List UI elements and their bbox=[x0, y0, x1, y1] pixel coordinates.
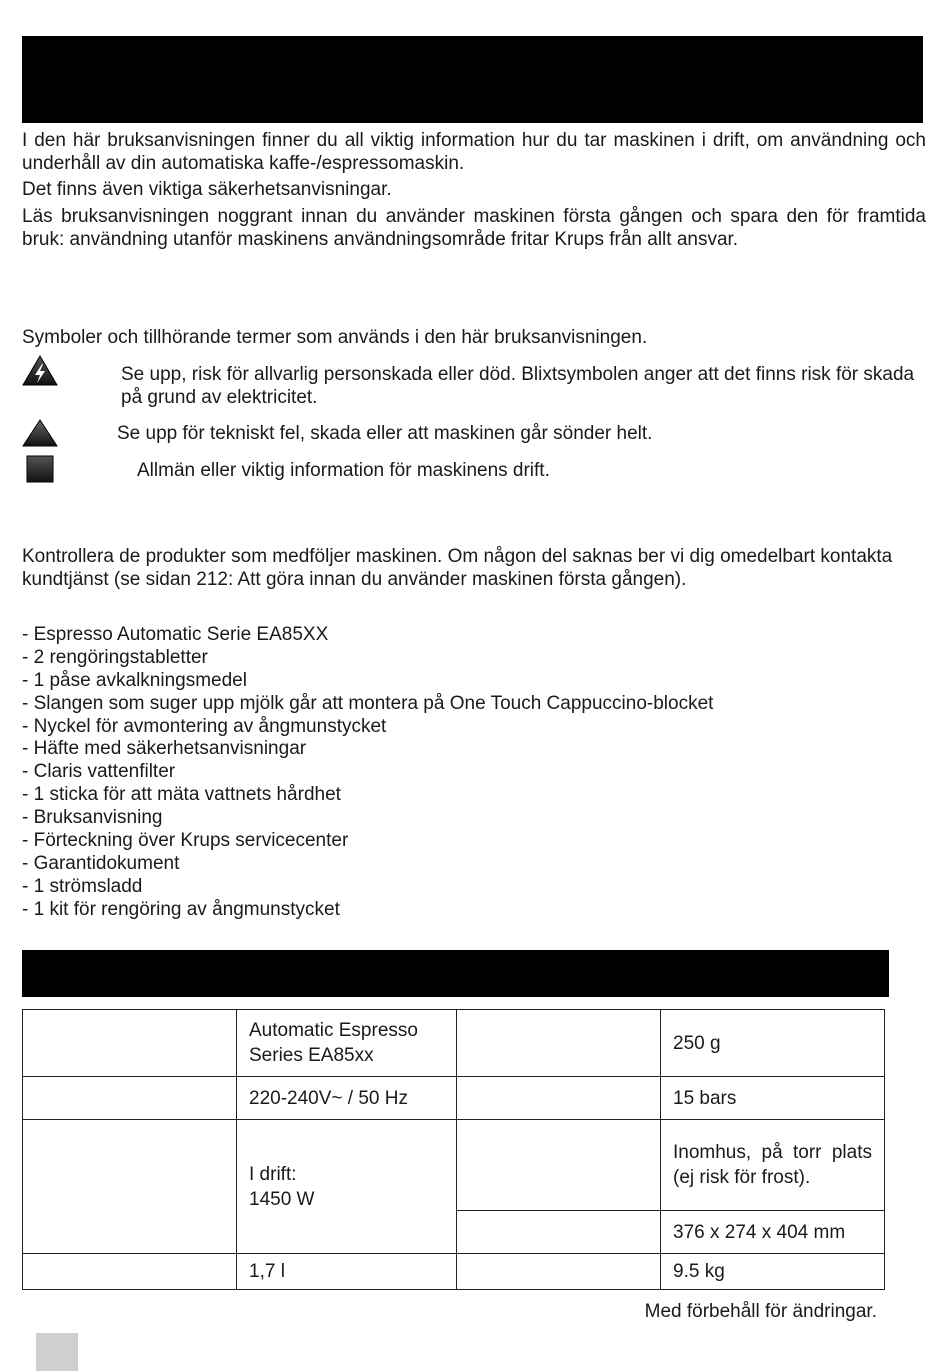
footer-note: Med förbehåll för ändringar. bbox=[644, 1301, 877, 1322]
spec-label-cell bbox=[457, 1254, 661, 1290]
spec-label-cell bbox=[23, 1120, 237, 1254]
intro-paragraph-1: I den här bruksanvisningen finner du all viktig information hur du tar maskinen i drift, om användning och underhåll av din automatiska kaffe-/espressomaskin. bbox=[22, 130, 926, 174]
symbol-text-info: Allmän eller viktig information för maskinens drift. bbox=[137, 460, 550, 481]
contents-intro: Kontrollera de produkter som medföljer maskinen. Om någon del saknas ber vi dig omedelbart kontakta kundtjänst (se sidan 212: Att göra innan du använder maskinen första gången). bbox=[22, 546, 893, 590]
spec-label-cell bbox=[23, 1010, 237, 1077]
list-item: - Slangen som suger upp mjölk går att montera på One Touch Cappuccino-blocket bbox=[22, 692, 714, 714]
spec-pressure: 15 bars bbox=[661, 1077, 885, 1120]
list-item: - Bruksanvisning bbox=[22, 807, 163, 829]
table-row bbox=[23, 1120, 885, 1211]
spec-power bbox=[237, 1120, 457, 1254]
spec-voltage: 220-240V~ / 50 Hz bbox=[237, 1077, 457, 1120]
table-row bbox=[23, 1010, 885, 1077]
spec-label-cell bbox=[457, 1010, 661, 1077]
info-square-icon bbox=[26, 455, 54, 483]
spec-power-label: I drift: bbox=[249, 1163, 297, 1185]
header-bar bbox=[22, 36, 923, 123]
contents-list bbox=[22, 623, 713, 921]
symbol-text-technical: Se upp för tekniskt fel, skada eller att maskinen går sönder helt. bbox=[117, 423, 653, 444]
list-item: - 1 sticka för att mäta vattnets hårdhet bbox=[22, 784, 341, 806]
intro-paragraph-3: Läs bruksanvisningen noggrant innan du använder maskinen första gången och spara den för framtida bruk: användning utanför maskinens användningsområde fritar Krups från allt ansvar. bbox=[22, 206, 926, 250]
spec-environment: Inomhus, på torr plats (ej risk för frost). bbox=[661, 1120, 885, 1211]
list-item: - 1 påse avkalkningsmedel bbox=[22, 669, 247, 691]
symbol-text-electric: Se upp, risk för allvarlig personskada eller död. Blixtsymbolen anger att det finns risk för skada på grund av elektricitet. bbox=[121, 364, 915, 408]
list-item: - Garantidokument bbox=[22, 852, 180, 874]
spec-label-cell bbox=[23, 1077, 237, 1120]
symbols-heading: Symboler och tillhörande termer som används i den här bruksanvisningen. bbox=[22, 327, 648, 348]
spec-bean-capacity: 250 g bbox=[661, 1010, 885, 1077]
spec-label-cell bbox=[457, 1120, 661, 1211]
list-item: - Espresso Automatic Serie EA85XX bbox=[22, 624, 329, 645]
list-item: - Nyckel för avmontering av ångmunstycket bbox=[22, 715, 387, 737]
spec-model: Automatic Espresso Series EA85xx bbox=[237, 1010, 457, 1077]
table-row bbox=[23, 1254, 885, 1290]
list-item: - Förteckning över Krups servicecenter bbox=[22, 830, 349, 852]
table-row bbox=[23, 1077, 885, 1120]
intro-paragraph-2: Det finns även viktiga säkerhetsanvisningar. bbox=[22, 179, 392, 200]
list-item: - Claris vattenfilter bbox=[22, 761, 176, 783]
spec-weight: 9.5 kg bbox=[661, 1254, 885, 1290]
spec-label-cell bbox=[457, 1211, 661, 1254]
list-item: - 1 strömsladd bbox=[22, 875, 143, 897]
spec-water-tank: 1,7 l bbox=[237, 1254, 457, 1290]
list-item: - Häfte med säkerhetsanvisningar bbox=[22, 738, 307, 760]
spec-label-cell bbox=[457, 1077, 661, 1120]
specs-table bbox=[22, 1009, 885, 1290]
electric-hazard-warning-icon bbox=[22, 355, 58, 387]
list-item: - 2 rengöringstabletter bbox=[22, 646, 208, 668]
warning-triangle-icon bbox=[22, 419, 58, 447]
page-number-box bbox=[36, 1333, 78, 1371]
list-item: - 1 kit för rengöring av ångmunstycket bbox=[22, 898, 340, 920]
specs-header-bar bbox=[22, 950, 889, 997]
spec-dimensions: 376 x 274 x 404 mm bbox=[661, 1211, 885, 1254]
spec-power-value: 1450 W bbox=[249, 1188, 315, 1210]
spec-label-cell bbox=[23, 1254, 237, 1290]
